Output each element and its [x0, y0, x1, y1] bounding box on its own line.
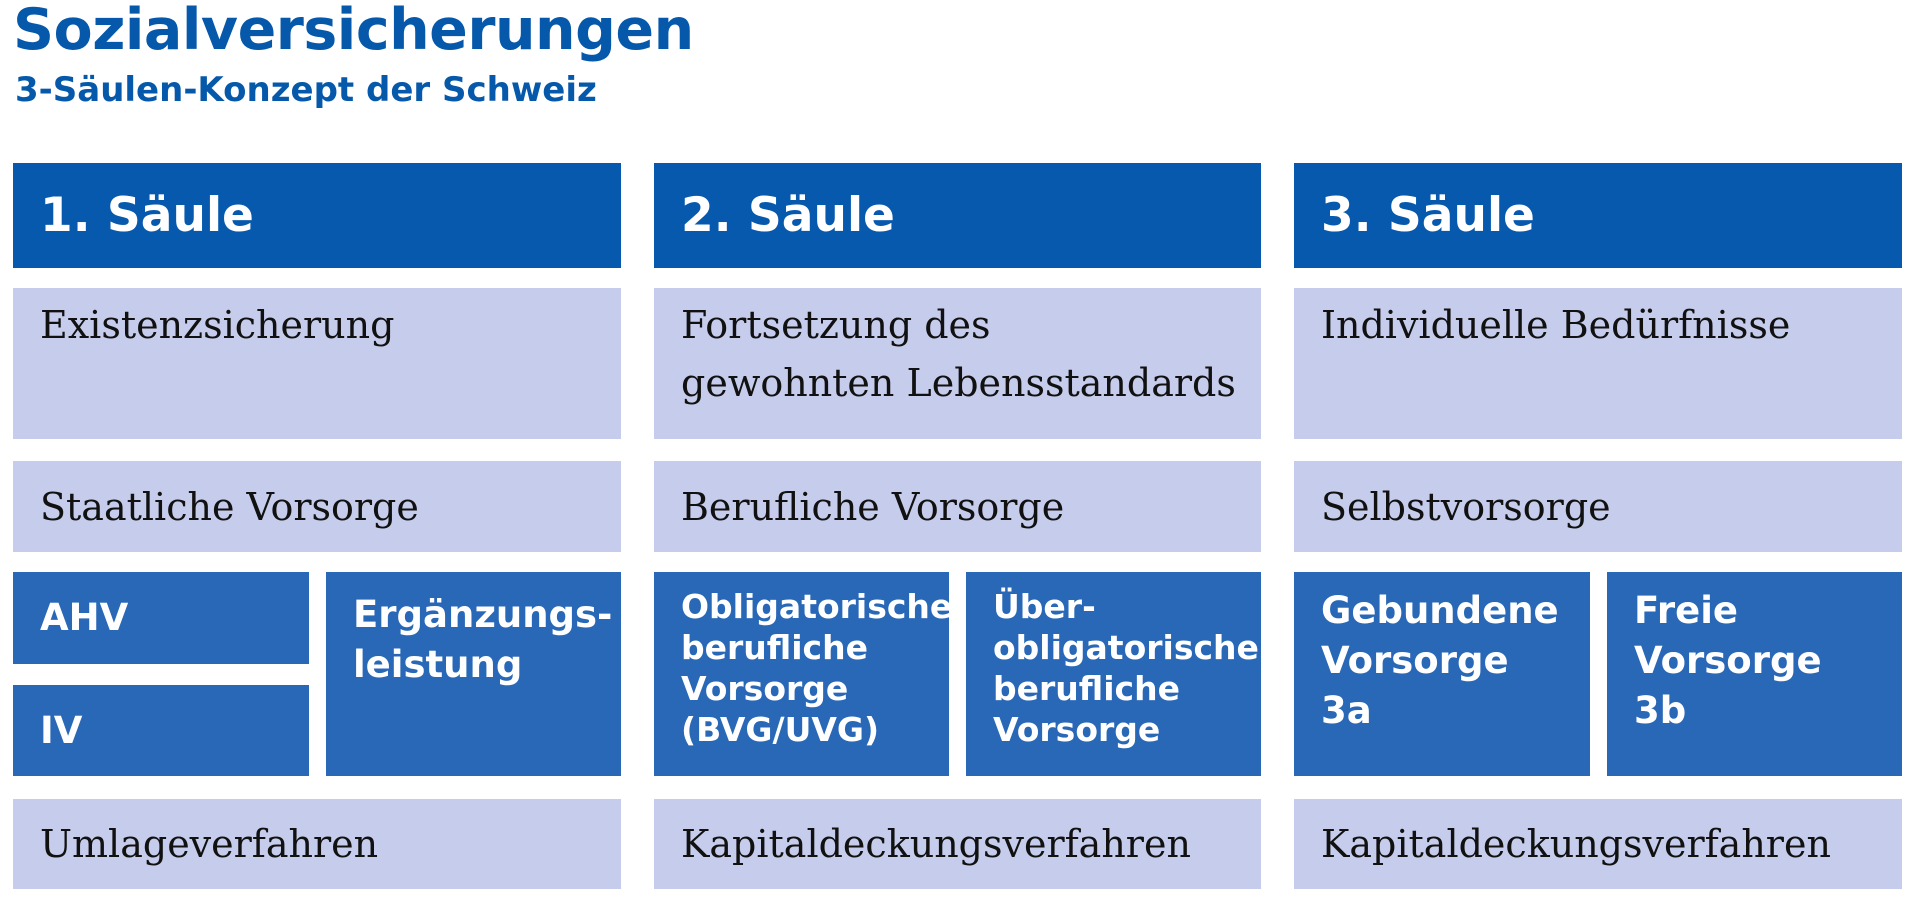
pillar-1-component-ergaenzungsleistung — [326, 572, 621, 776]
purpose-line: gewohnten Lebensstandards — [681, 361, 1236, 405]
component-line: berufliche — [993, 669, 1180, 708]
purpose-line: Fortsetzung des — [681, 303, 991, 347]
component-line: Ergänzungs- — [353, 593, 613, 636]
pillar-3-financing: Kapitaldeckungsverfahren — [1294, 799, 1902, 889]
pillar-2-heading: 2. Säule — [654, 163, 1261, 268]
pillar-2-component-obligatory — [654, 572, 953, 776]
component-line: Über- — [993, 587, 1096, 626]
pillar-1-purpose: Existenzsicherung — [13, 288, 621, 439]
pillar-1-component-iv: IV — [13, 685, 309, 776]
component-line: Vorsorge — [681, 669, 849, 708]
pillar-3-heading: 3. Säule — [1294, 163, 1902, 268]
component-line: Obligatorische — [681, 587, 953, 626]
diagram-subtitle: 3-Säulen-Konzept der Schweiz — [15, 70, 597, 110]
component-line: obligatorische — [993, 628, 1259, 667]
component-line: Freie — [1634, 589, 1739, 632]
pillar-3-component-bound — [1294, 572, 1590, 776]
diagram-title: Sozialversicherungen — [13, 0, 694, 63]
pillar-3-provision: Selbstvorsorge — [1294, 461, 1902, 552]
component-line: berufliche — [681, 628, 868, 667]
component-line: 3a — [1321, 689, 1372, 732]
pillar-2-provision: Berufliche Vorsorge — [654, 461, 1261, 552]
pillar-1-component-ahv: AHV — [13, 572, 309, 664]
component-line: 3b — [1634, 689, 1687, 732]
component-line: Gebundene — [1321, 589, 1559, 632]
pillar-2-component-extra-obligatory — [966, 572, 1261, 776]
component-line: Vorsorge — [1634, 639, 1822, 682]
component-line: (BVG/UVG) — [681, 710, 880, 749]
pillar-1-provision: Staatliche Vorsorge — [13, 461, 621, 552]
pillar-2-financing: Kapitaldeckungsverfahren — [654, 799, 1261, 889]
pillar-1-heading: 1. Säule — [13, 163, 621, 268]
component-line: leistung — [353, 643, 523, 686]
pillar-3-purpose: Individuelle Bedürfnisse — [1294, 288, 1902, 439]
component-line: Vorsorge — [1321, 639, 1509, 682]
pillar-3-component-free — [1607, 572, 1902, 776]
component-line: Vorsorge — [993, 710, 1161, 749]
pillar-1-financing: Umlageverfahren — [13, 799, 621, 889]
pillar-2-purpose — [654, 288, 1261, 439]
